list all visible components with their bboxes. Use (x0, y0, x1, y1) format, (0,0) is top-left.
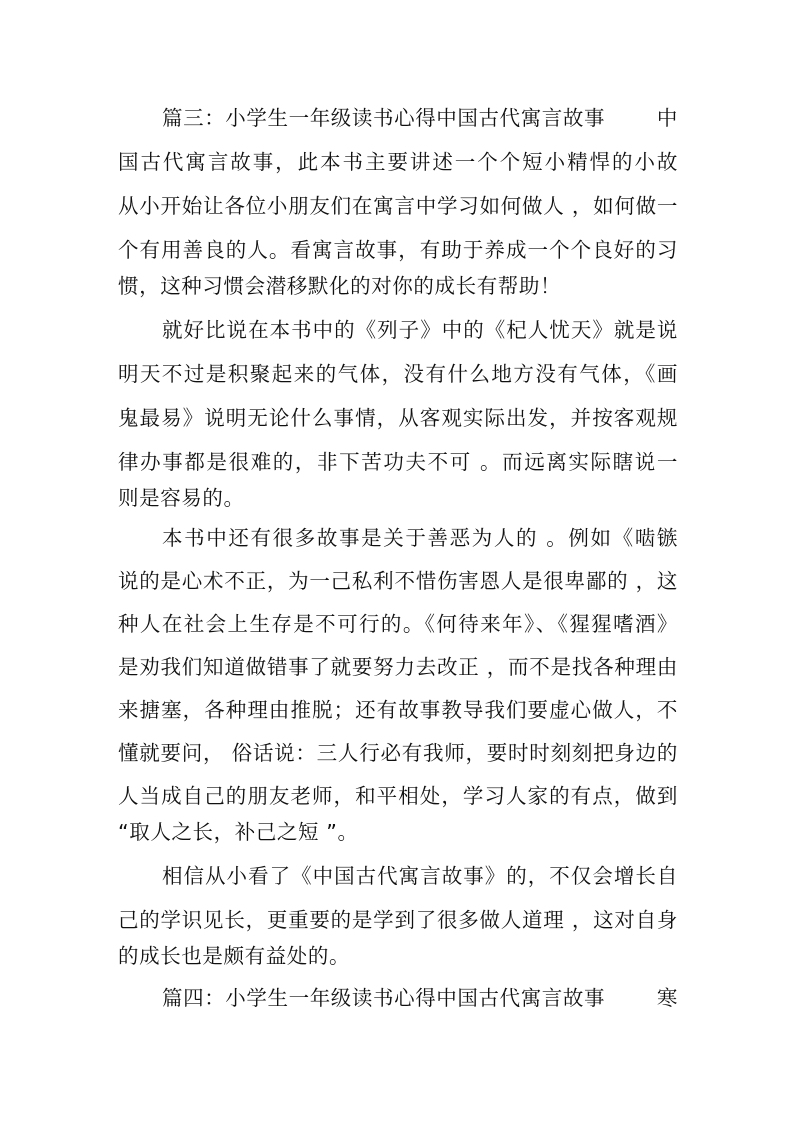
paragraph-line: 说的是心术不正，为一己私利不惜伤害恩人是很卑鄙的 ，这 (118, 569, 678, 593)
paragraph-line: 人当成自己的朋友老师，和平相处，学习人家的有点，做到 (118, 784, 678, 808)
paragraph-line: 是劝我们知道做错事了就要努力去改正 ，而不是找各种理由 (118, 655, 678, 679)
paragraph-line: 惯，这种习惯会潜移默化的对你的成长有帮助！ (118, 274, 562, 298)
paragraph-line: 则是容易的。 (118, 486, 245, 510)
line-continuation: 中 (656, 106, 678, 130)
paragraph-line: 从小开始让各位小朋友们在寓言中学习如何做人 ，如何做一 (118, 194, 678, 218)
paragraph-line: 种人在社会上生存是不可行的。《何待来年》、《猩猩嗜酒》 (118, 612, 678, 636)
heading-part-3: 篇三：小学生一年级读书心得中国古代寓言故事 (162, 106, 606, 130)
paragraph-line: 个有用善良的人。看寓言故事，有助于养成一个个良好的习 (118, 238, 678, 262)
paragraph-line: 律办事都是很难的，非下苦功夫不可 。而远离实际瞎说一 (118, 450, 678, 474)
line-continuation: 寒 (656, 986, 678, 1010)
paragraph-line: 懂就要问， 俗话说：三人行必有我师，要时时刻刻把身边的 (118, 741, 678, 765)
heading-part-4: 篇四：小学生一年级读书心得中国古代寓言故事 (162, 986, 606, 1010)
paragraph-line: 国古代寓言故事，此本书主要讲述一个个短小精悍的小故 (118, 150, 678, 174)
paragraph-line: “取人之长，补己之短 ”。 (118, 820, 359, 844)
paragraph-line: 本书中还有很多故事是关于善恶为人的 。例如《啮镞 (162, 526, 678, 550)
paragraph-line: 明天不过是积聚起来的气体，没有什么地方没有气体，《画 (118, 362, 678, 386)
paragraph-line: 己的学识见长，更重要的是学到了很多做人道理 ，这对自身 (118, 908, 678, 932)
paragraph-line: 就好比说在本书中的《列子》中的《杞人忧天》就是说 (162, 318, 678, 342)
paragraph-line: 鬼最易》说明无论什么事情，从客观实际出发，并按客观规 (118, 406, 678, 430)
paragraph-line: 相信从小看了《中国古代寓言故事》的，不仅会增长自 (162, 864, 678, 888)
paragraph-line: 来搪塞，各种理由推脱；还有故事教导我们要虚心做人，不 (118, 698, 678, 722)
paragraph-line: 的成长也是颇有益处的。 (118, 944, 351, 968)
